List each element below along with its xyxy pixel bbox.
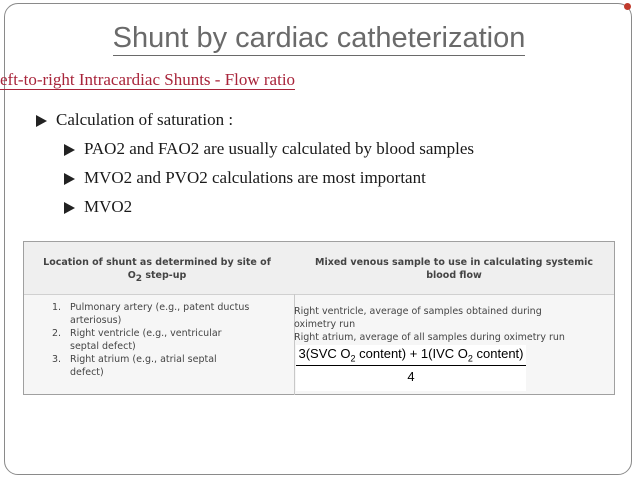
header-divider — [24, 294, 614, 295]
bullet-arrow-icon — [64, 144, 75, 156]
bullet-arrow-icon — [64, 173, 75, 185]
mixed-venous-text: Right ventricle, average of samples obtained during oximetry run Right atrium, average of all samples during oximetry run — [294, 306, 565, 343]
table-row: 1. Pulmonary artery (e.g., patent ductus arteriosus) — [52, 302, 250, 326]
bullet-list — [36, 110, 474, 226]
sub-bullet-item: MVO2 — [64, 197, 474, 226]
bullet-item: Calculation of saturation : — [36, 110, 446, 139]
bullet-arrow-icon — [36, 115, 47, 127]
table-row: 2. Right ventricle (e.g., ventricular septal defect) — [52, 328, 222, 352]
slide-title: Shunt by cardiac catheterization — [112, 22, 526, 54]
header-right: Mixed venous sample to use in calculating systemic blood flow — [315, 257, 593, 281]
corner-dot-icon — [624, 3, 631, 10]
fraction-line — [296, 365, 526, 366]
shunt-location-list — [52, 301, 249, 379]
sub-bullet-item: MVO2 and PVO2 calculations are most important — [64, 168, 474, 197]
sub-bullet-item: PAO2 and FAO2 are usually calculated by blood samples — [64, 139, 474, 168]
table-header — [24, 242, 614, 294]
formula-numerator: 3(SVC $O_2$ content) + 1(IVC $O_2$ content) — [298, 346, 524, 364]
table-row: 3. Right atrium (e.g., atrial septal defect) — [52, 354, 217, 378]
slide-subtitle: eft-to-right Intracardiac Shunts - Flow ratio — [0, 70, 296, 89]
mixed-venous-formula — [296, 345, 526, 391]
bullet-arrow-icon — [64, 202, 75, 214]
header-left: Location of shunt as determined by site of $O_2$ step-up — [43, 257, 271, 284]
shunt-table-image — [23, 241, 615, 395]
formula-denominator: 4 — [407, 369, 415, 384]
